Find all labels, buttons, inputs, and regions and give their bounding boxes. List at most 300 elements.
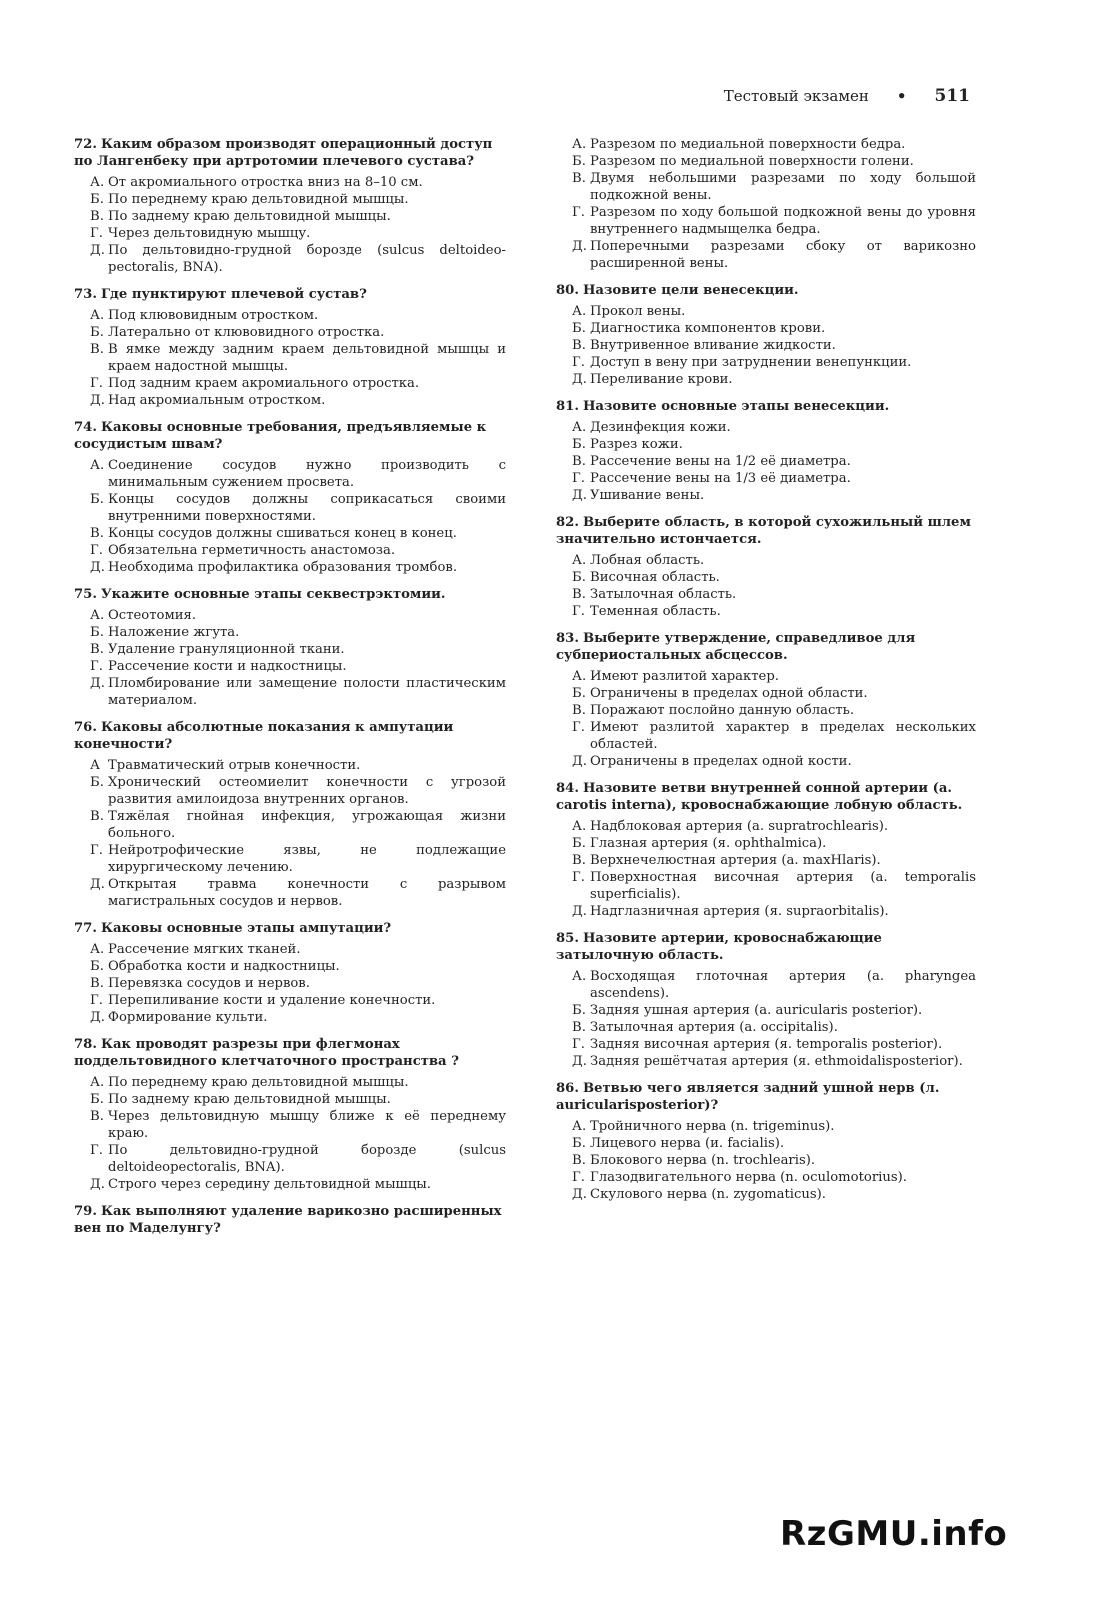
option-text: По заднему краю дельтовидной мышцы. <box>108 1092 391 1107</box>
answer-option <box>572 552 976 569</box>
answer-options <box>74 1074 506 1193</box>
option-text: Имеют разлитой характер в пределах нескольких областей. <box>590 720 976 752</box>
option-text: Ограничены в пределах одной кости. <box>590 754 852 769</box>
question-text: Назовите ветви внутренней сонной артерии (a. carotis interna), кровоснабжающие лобную область. <box>556 781 963 813</box>
answer-option <box>572 603 976 620</box>
option-text: Разрезом по ходу большой подкожной вены до уровня внутреннего надмыщелка бедра. <box>590 205 976 237</box>
question-title <box>556 282 976 299</box>
option-letter: Г. <box>572 870 585 885</box>
running-title: Тестовый экзамен <box>723 87 869 105</box>
question-title <box>556 398 976 415</box>
answer-option <box>572 1169 976 1186</box>
answer-option <box>572 1152 976 1169</box>
question-text: Каковы основные этапы ампутации? <box>100 921 392 936</box>
question-number: 81. <box>556 399 579 414</box>
question-block <box>74 286 506 409</box>
question-block <box>74 1036 506 1193</box>
answer-option <box>572 685 976 702</box>
option-letter: А. <box>90 1075 105 1090</box>
option-letter: Д. <box>572 372 587 387</box>
option-text: Обязательна герметичность анастомоза. <box>108 543 396 558</box>
option-text: Задняя височная артерия (я. temporalis posterior). <box>590 1037 943 1052</box>
option-text: Обработка кости и надкостницы. <box>108 959 340 974</box>
option-text: Внутривенное вливание жидкости. <box>590 338 836 353</box>
option-text: Прокол вены. <box>590 304 686 319</box>
answer-option <box>90 341 506 375</box>
option-text: Задняя решётчатая артерия (я. ethmoidalisposterior). <box>590 1054 963 1069</box>
option-letter: Б. <box>90 625 104 640</box>
option-text: Лицевого нерва (и. facialis). <box>590 1136 785 1151</box>
option-text: Перепиливание кости и удаление конечности. <box>108 993 436 1008</box>
option-text: Латерально от клювовидного отростка. <box>108 325 385 340</box>
page-number: 511 <box>934 86 970 106</box>
option-letter: Б. <box>90 775 104 790</box>
answer-option <box>90 559 506 576</box>
option-text: Концы сосудов должны соприкасаться своими внутренними поверхностями. <box>108 492 506 524</box>
answer-option <box>90 491 506 525</box>
question-title <box>556 1080 976 1114</box>
option-text: Лобная область. <box>590 553 705 568</box>
answer-option <box>572 470 976 487</box>
question-text: Каковы основные требования, предъявляемые к сосудистым швам? <box>74 420 487 452</box>
answer-option <box>572 1118 976 1135</box>
answer-option <box>572 869 976 903</box>
answer-option <box>90 174 506 191</box>
question-number: 78. <box>74 1037 97 1052</box>
question-number: 84. <box>556 781 579 796</box>
question-block <box>556 930 976 1070</box>
option-letter: Д. <box>90 1177 105 1192</box>
option-letter: Д. <box>90 1010 105 1025</box>
option-text: Нейротрофические язвы, не подлежащие хирургическому лечению. <box>108 843 506 875</box>
option-letter: Д. <box>90 877 105 892</box>
option-letter: Д. <box>572 754 587 769</box>
answer-option <box>90 242 506 276</box>
question-text: Как проводят разрезы при флегмонах поддельтовидного клетчаточного пространства ? <box>74 1037 459 1069</box>
option-letter: Д. <box>572 904 587 919</box>
option-letter: Б. <box>572 321 586 336</box>
question-title <box>74 719 506 753</box>
answer-options <box>556 1118 976 1203</box>
option-letter: А. <box>572 304 587 319</box>
answer-option <box>572 852 976 869</box>
question-number: 85. <box>556 931 579 946</box>
option-text: Поверхностная височная артерия (a. temporalis superficialis). <box>590 870 976 902</box>
answer-option <box>572 1036 976 1053</box>
option-letter: Д. <box>572 1187 587 1202</box>
option-letter: Б. <box>572 836 586 851</box>
option-text: Соединение сосудов нужно производить с минимальным сужением просвета. <box>108 458 506 490</box>
question-text: Каковы абсолютные показания к ампутации конечности? <box>74 720 454 752</box>
answer-option <box>572 153 976 170</box>
option-text: Затылочная область. <box>590 587 737 602</box>
question-text: Как выполняют удаление варикозно расширенных вен по Маделунгу? <box>74 1204 502 1236</box>
option-letter: А <box>90 758 100 773</box>
option-letter: Г. <box>90 993 103 1008</box>
answer-option <box>90 324 506 341</box>
answer-option <box>90 1142 506 1176</box>
answer-option <box>90 876 506 910</box>
answer-option <box>90 375 506 392</box>
option-letter: Г. <box>572 471 585 486</box>
question-number: 72. <box>74 137 97 152</box>
answer-options <box>556 303 976 388</box>
option-text: Перевязка сосудов и нервов. <box>108 976 310 991</box>
answer-option <box>90 457 506 491</box>
question-text: Назовите цели венесекции. <box>582 283 799 298</box>
option-letter: Д. <box>572 1054 587 1069</box>
option-letter: Д. <box>572 239 587 254</box>
option-text: Скулового нерва (n. zygomaticus). <box>590 1187 826 1202</box>
answer-option <box>90 675 506 709</box>
option-letter: Б. <box>90 192 104 207</box>
option-letter: А. <box>90 608 105 623</box>
option-letter: Г. <box>572 720 585 735</box>
answer-options <box>74 757 506 910</box>
option-text: Наложение жгута. <box>108 625 240 640</box>
option-text: Под клювовидным отростком. <box>108 308 319 323</box>
answer-option <box>572 903 976 920</box>
question-number: 86. <box>556 1081 579 1096</box>
answer-option <box>90 392 506 409</box>
question-block <box>74 920 506 1026</box>
option-letter: Г. <box>90 1143 103 1158</box>
answer-options <box>556 818 976 920</box>
answer-option <box>90 1108 506 1142</box>
option-text: Концы сосудов должны сшиваться конец в конец. <box>108 526 457 541</box>
answer-option <box>572 1186 976 1203</box>
option-text: Ограничены в пределах одной области. <box>590 686 868 701</box>
answer-option <box>572 569 976 586</box>
option-text: Затылочная артерия (a. occipitalis). <box>590 1020 838 1035</box>
answer-option <box>90 842 506 876</box>
question-text: Назовите основные этапы венесекции. <box>582 399 890 414</box>
answer-option <box>572 835 976 852</box>
question-block <box>556 1080 976 1203</box>
option-text: Глазная артерия (я. ophthalmica). <box>590 836 827 851</box>
question-title <box>74 1036 506 1070</box>
option-letter: Г. <box>90 543 103 558</box>
answer-option <box>572 1019 976 1036</box>
question-title <box>556 780 976 814</box>
question-text: Где пунктируют плечевой сустав? <box>100 287 367 302</box>
option-text: Разрез кожи. <box>590 437 683 452</box>
answer-option <box>572 204 976 238</box>
option-text: Разрезом по медиальной поверхности голени. <box>590 154 914 169</box>
option-text: По дельтовидно-грудной борозде (sulcus deltoideopectoralis, BNA). <box>108 1143 506 1175</box>
option-letter: А. <box>90 308 105 323</box>
option-letter: Б. <box>572 154 586 169</box>
option-text: Надглазничная артерия (я. supraorbitalis). <box>590 904 889 919</box>
option-text: Дезинфекция кожи. <box>590 420 731 435</box>
option-text: Разрезом по медиальной поверхности бедра. <box>590 137 906 152</box>
option-letter: А. <box>90 942 105 957</box>
option-letter: Г. <box>572 604 585 619</box>
option-letter: Г. <box>90 659 103 674</box>
answer-option <box>90 542 506 559</box>
answer-options <box>556 552 976 620</box>
option-text: Поражают послойно данную область. <box>590 703 855 718</box>
answer-option <box>90 958 506 975</box>
answer-option <box>572 354 976 371</box>
option-text: Ушивание вены. <box>590 488 705 503</box>
answer-option <box>572 320 976 337</box>
option-text: Задняя ушная артерия (a. auricularis posterior). <box>590 1003 923 1018</box>
option-letter: В. <box>90 809 104 824</box>
answer-option <box>572 586 976 603</box>
option-text: Остеотомия. <box>108 608 197 623</box>
option-letter: В. <box>572 338 586 353</box>
option-letter: Д. <box>90 676 105 691</box>
answer-option <box>90 808 506 842</box>
question-number: 76. <box>74 720 97 735</box>
answer-option <box>90 1176 506 1193</box>
answer-option <box>572 1053 976 1070</box>
answer-options <box>74 307 506 409</box>
answer-option <box>90 658 506 675</box>
answer-option <box>90 941 506 958</box>
answer-option <box>572 436 976 453</box>
question-number: 73. <box>74 287 97 302</box>
option-text: Поперечными разрезами сбоку от варикозно расширенной вены. <box>590 239 976 271</box>
option-text: Под задним краем акромиального отростка. <box>108 376 420 391</box>
question-text: Каким образом производят операционный доступ по Лангенбеку при артротомии плечевого сустава? <box>74 137 493 169</box>
question-number: 77. <box>74 921 97 936</box>
option-letter: В. <box>90 1109 104 1124</box>
option-text: Верхнечелюстная артерия (a. maxHlaris). <box>590 853 881 868</box>
question-block <box>556 630 976 770</box>
option-letter: А. <box>572 819 587 834</box>
option-text: Доступ в вену при затруднении венепункции. <box>590 355 912 370</box>
answer-options <box>556 668 976 770</box>
option-text: Формирование культи. <box>108 1010 268 1025</box>
option-letter: А. <box>572 137 587 152</box>
answer-options <box>74 174 506 276</box>
option-text: Травматический отрыв конечности. <box>108 758 361 773</box>
question-number: 82. <box>556 515 579 530</box>
option-text: Переливание крови. <box>590 372 733 387</box>
option-text: Глазодвигательного нерва (n. oculomotorius). <box>590 1170 907 1185</box>
answer-option <box>572 753 976 770</box>
answer-option <box>572 487 976 504</box>
option-letter: В. <box>90 976 104 991</box>
site-watermark: RzGMU.info <box>780 1514 1008 1554</box>
answer-option <box>90 1009 506 1026</box>
option-text: Открытая травма конечности с разрывом магистральных сосудов и нервов. <box>108 877 506 909</box>
option-letter: Д. <box>90 243 105 258</box>
option-text: Тройничного нерва (n. trigeminus). <box>590 1119 835 1134</box>
question-number: 74. <box>74 420 97 435</box>
question-block <box>74 586 506 709</box>
question-title <box>74 920 506 937</box>
question-text: Ветвью чего является задний ушной нерв (л. auricularisposterior)? <box>556 1081 940 1113</box>
option-letter: Б. <box>572 1136 586 1151</box>
option-text: Пломбирование или замещение полости пластическим материалом. <box>108 676 506 708</box>
option-letter: Б. <box>90 1092 104 1107</box>
option-text: В ямке между задним краем дельтовидной мышцы и краем надостной мышцы. <box>108 342 506 374</box>
option-letter: Г. <box>572 205 585 220</box>
answer-options <box>74 941 506 1026</box>
option-text: Двумя небольшими разрезами по ходу большой подкожной вены. <box>590 171 976 203</box>
question-text: Выберите утверждение, справедливое для субпериостальных абсцессов. <box>556 631 916 663</box>
question-text: Укажите основные этапы секвестрэктомии. <box>100 587 446 602</box>
question-block <box>74 136 506 276</box>
answer-option <box>572 371 976 388</box>
option-text: Рассечение вены на 1/2 её диаметра. <box>590 454 851 469</box>
option-text: По заднему краю дельтовидной мышцы. <box>108 209 391 224</box>
answer-option <box>572 668 976 685</box>
question-block <box>74 719 506 910</box>
answer-options <box>556 419 976 504</box>
answer-option <box>572 238 976 272</box>
question-title <box>74 286 506 303</box>
answer-option <box>572 968 976 1002</box>
question-block <box>556 514 976 620</box>
answer-option <box>90 624 506 641</box>
option-text: Рассечение кости и надкостницы. <box>108 659 347 674</box>
question-number: 80. <box>556 283 579 298</box>
question-number: 83. <box>556 631 579 646</box>
option-letter: Б. <box>572 437 586 452</box>
answer-option <box>90 191 506 208</box>
answer-option <box>572 419 976 436</box>
option-text: Необходима профилактика образования тромбов. <box>108 560 458 575</box>
answer-option <box>572 1002 976 1019</box>
option-text: Тяжёлая гнойная инфекция, угрожающая жизни больного. <box>108 809 506 841</box>
option-letter: В. <box>572 454 586 469</box>
option-text: Хронический остеомиелит конечности с угрозой развития амилоидоза внутренних органов. <box>108 775 506 807</box>
option-text: Строго через середину дельтовидной мышцы. <box>108 1177 431 1192</box>
answer-option <box>572 170 976 204</box>
option-letter: А. <box>90 458 105 473</box>
option-letter: Б. <box>572 686 586 701</box>
option-letter: В. <box>90 642 104 657</box>
option-letter: Г. <box>572 1170 585 1185</box>
option-letter: Б. <box>90 325 104 340</box>
option-text: Через дельтовидную мышцу. <box>108 226 311 241</box>
question-block <box>556 398 976 504</box>
question-title <box>74 136 506 170</box>
answer-option <box>572 818 976 835</box>
question-title <box>556 930 976 964</box>
option-text: Через дельтовидную мышцу ближе к её переднему краю. <box>108 1109 506 1141</box>
option-text: По переднему краю дельтовидной мышцы. <box>108 192 409 207</box>
answer-option <box>90 525 506 542</box>
option-letter: Д. <box>90 393 105 408</box>
option-letter: А. <box>572 553 587 568</box>
option-letter: Б. <box>90 959 104 974</box>
answer-options <box>74 607 506 709</box>
answer-option <box>90 975 506 992</box>
question-text: Назовите артерии, кровоснабжающие затылочную область. <box>556 931 882 963</box>
option-letter: В. <box>90 526 104 541</box>
option-letter: Г. <box>572 355 585 370</box>
option-text: По дельтовидно-грудной борозде (sulcus deltoideo-pectoralis, BNA). <box>108 243 506 275</box>
option-letter: Д. <box>572 488 587 503</box>
option-text: Рассечение мягких тканей. <box>108 942 301 957</box>
option-letter: В. <box>572 587 586 602</box>
question-title <box>556 630 976 664</box>
option-text: Восходящая глоточная артерия (a. pharyngea ascendens). <box>590 969 976 1001</box>
answer-option <box>572 1135 976 1152</box>
answer-option <box>90 225 506 242</box>
answer-option <box>90 757 506 774</box>
question-title <box>74 1203 506 1237</box>
answer-option <box>572 702 976 719</box>
option-letter: В. <box>90 209 104 224</box>
question-title <box>556 514 976 548</box>
option-text: Удаление грануляционной ткани. <box>108 642 345 657</box>
option-letter: Б. <box>572 1003 586 1018</box>
answer-option <box>90 307 506 324</box>
answer-option <box>572 453 976 470</box>
question-block <box>74 1203 506 1237</box>
answer-option <box>90 1091 506 1108</box>
right-column <box>556 136 976 1213</box>
option-letter: А. <box>572 420 587 435</box>
question-block <box>556 780 976 920</box>
answer-option <box>90 992 506 1009</box>
question-number: 79. <box>74 1204 97 1219</box>
question-number: 75. <box>74 587 97 602</box>
option-letter: В. <box>90 342 104 357</box>
option-letter: Б. <box>90 492 104 507</box>
option-letter: В. <box>572 853 586 868</box>
option-letter: Б. <box>572 570 586 585</box>
option-text: Над акромиальным отростком. <box>108 393 326 408</box>
answer-option <box>90 641 506 658</box>
answer-option <box>572 303 976 320</box>
left-column <box>74 136 506 1247</box>
option-letter: Г. <box>90 226 103 241</box>
option-letter: В. <box>572 1020 586 1035</box>
option-text: Блокового нерва (n. trochlearis). <box>590 1153 816 1168</box>
answer-options <box>556 136 976 272</box>
option-text: Теменная область. <box>590 604 721 619</box>
option-letter: А. <box>572 669 587 684</box>
option-text: Имеют разлитой характер. <box>590 669 779 684</box>
answer-option <box>90 774 506 808</box>
option-text: От акромиального отростка вниз на 8–10 см. <box>108 175 423 190</box>
question-block <box>556 136 976 272</box>
option-text: Височная область. <box>590 570 720 585</box>
option-letter: Д. <box>90 560 105 575</box>
question-title <box>74 586 506 603</box>
option-letter: В. <box>572 703 586 718</box>
answer-options <box>74 457 506 576</box>
answer-option <box>90 208 506 225</box>
answer-option <box>572 337 976 354</box>
option-letter: Г. <box>90 376 103 391</box>
answer-options <box>556 968 976 1070</box>
option-letter: В. <box>572 1153 586 1168</box>
question-text: Выберите область, в которой сухожильный шлем значительно истончается. <box>556 515 971 547</box>
option-letter: Г. <box>90 843 103 858</box>
question-block <box>74 419 506 576</box>
option-letter: А. <box>572 1119 587 1134</box>
answer-option <box>572 719 976 753</box>
option-text: Надблоковая артерия (a. supratrochlearis). <box>590 819 889 834</box>
answer-option <box>572 136 976 153</box>
answer-option <box>90 1074 506 1091</box>
option-text: Рассечение вены на 1/3 её диаметра. <box>590 471 851 486</box>
option-letter: А. <box>572 969 587 984</box>
question-block <box>556 282 976 388</box>
option-text: Диагностика компонентов крови. <box>590 321 826 336</box>
option-letter: А. <box>90 175 105 190</box>
option-text: По переднему краю дельтовидной мышцы. <box>108 1075 409 1090</box>
option-letter: Г. <box>572 1037 585 1052</box>
